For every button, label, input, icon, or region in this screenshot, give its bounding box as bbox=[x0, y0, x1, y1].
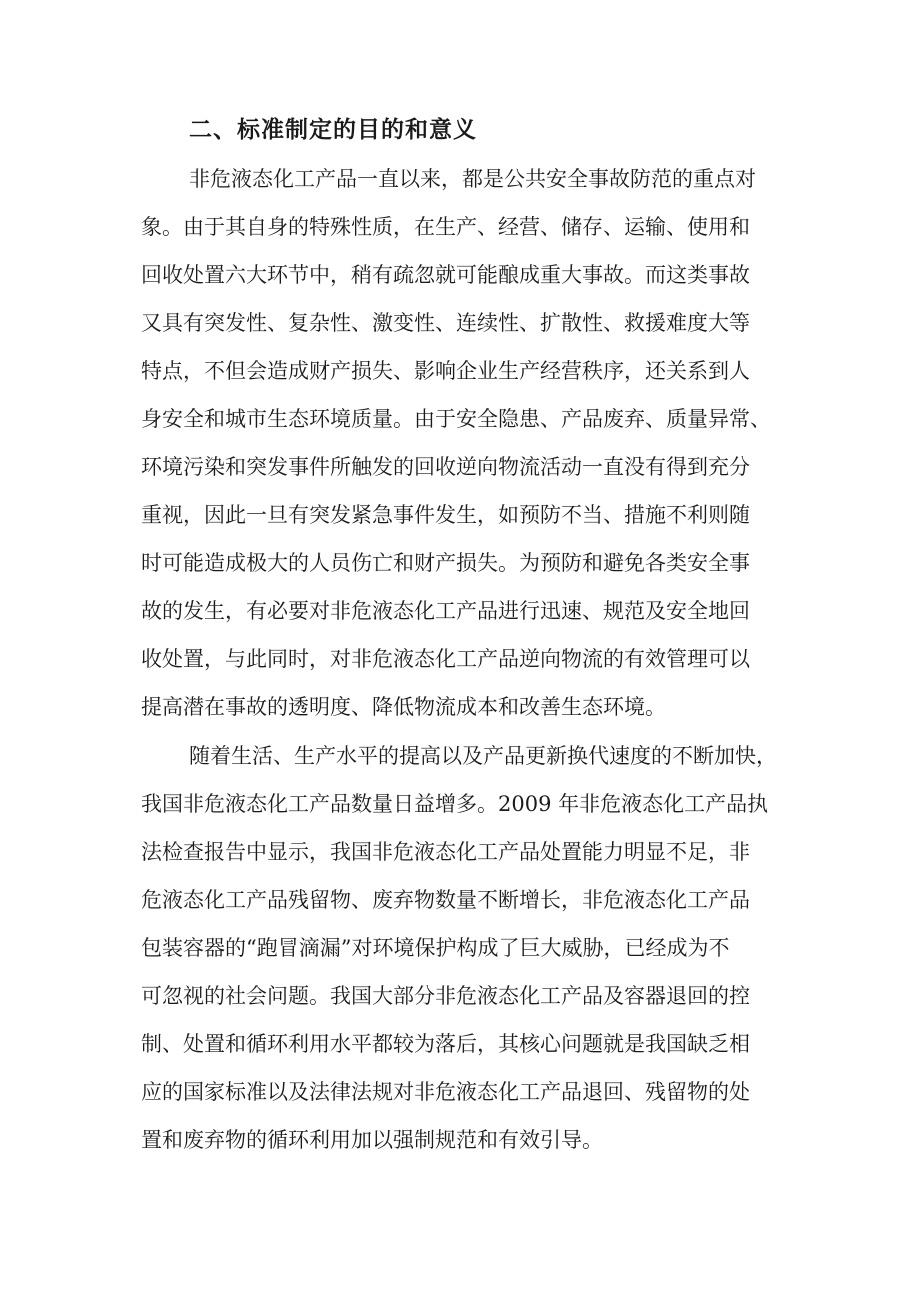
paragraph2-line-7: 制、处置和循环利用水平都较为落后，其核心问题就是我国缺乏相 bbox=[141, 1032, 750, 1056]
paragraph1-line-4: 又具有突发性、复杂性、激变性、连续性、扩散性、救援难度大等 bbox=[141, 311, 750, 335]
paragraph2-line-9: 置和废弃物的循环利用加以强制规范和有效引导。 bbox=[141, 1128, 603, 1152]
paragraph2-line-8: 应的国家标准以及法律法规对非危液态化工产品退回、残留物的处 bbox=[141, 1080, 750, 1104]
paragraph1-line-3: 回收处置六大环节中，稍有疏忽就可能酿成重大事故。而这类事故 bbox=[141, 263, 750, 287]
paragraph1-line-6: 身安全和城市生态环境质量。由于安全隐患、产品废弃、质量异常、 bbox=[141, 407, 771, 431]
section-heading: 二、标准制定的目的和意义 bbox=[189, 117, 477, 143]
paragraph1-line-12: 提高潜在事故的透明度、降低物流成本和改善生态环境。 bbox=[141, 695, 666, 719]
paragraph2-line-4: 危液态化工产品残留物、废弃物数量不断增长，非危液态化工产品 bbox=[141, 888, 750, 912]
paragraph2-line-5: 包装容器的“跑冒滴漏”对环境保护构成了巨大威胁，已经成为不 bbox=[141, 936, 730, 960]
paragraph1-line-10: 故的发生，有必要对非危液态化工产品进行迅速、规范及安全地回 bbox=[141, 599, 750, 623]
paragraph1-line-9: 时可能造成极大的人员伤亡和财产损失。为预防和避免各类安全事 bbox=[141, 551, 750, 575]
paragraph2-line-1: 随着生活、生产水平的提高以及产品更新换代速度的不断加快， bbox=[189, 744, 777, 768]
paragraph1-line-7: 环境污染和突发事件所触发的回收逆向物流活动一直没有得到充分 bbox=[141, 455, 750, 479]
paragraph1-line-11: 收处置，与此同时，对非危液态化工产品逆向物流的有效管理可以 bbox=[141, 647, 750, 671]
paragraph1-line-1: 非危液态化工产品一直以来，都是公共安全事故防范的重点对 bbox=[189, 167, 756, 191]
paragraph1-line-8: 重视，因此一旦有突发紧急事件发生，如预防不当、措施不利则随 bbox=[141, 503, 750, 527]
paragraph2-line-6: 可忽视的社会问题。我国大部分非危液态化工产品及容器退回的控 bbox=[141, 984, 750, 1008]
paragraph2-line-2: 我国非危液态化工产品数量日益增多。2009 年非危液态化工产品执 bbox=[141, 792, 769, 816]
paragraph2-line-3: 法检查报告中显示，我国非危液态化工产品处置能力明显不足，非 bbox=[141, 840, 750, 864]
paragraph1-line-5: 特点，不但会造成财产损失、影响企业生产经营秩序，还关系到人 bbox=[141, 359, 750, 383]
paragraph1-line-2: 象。由于其自身的特殊性质，在生产、经营、储存、运输、使用和 bbox=[141, 215, 750, 239]
